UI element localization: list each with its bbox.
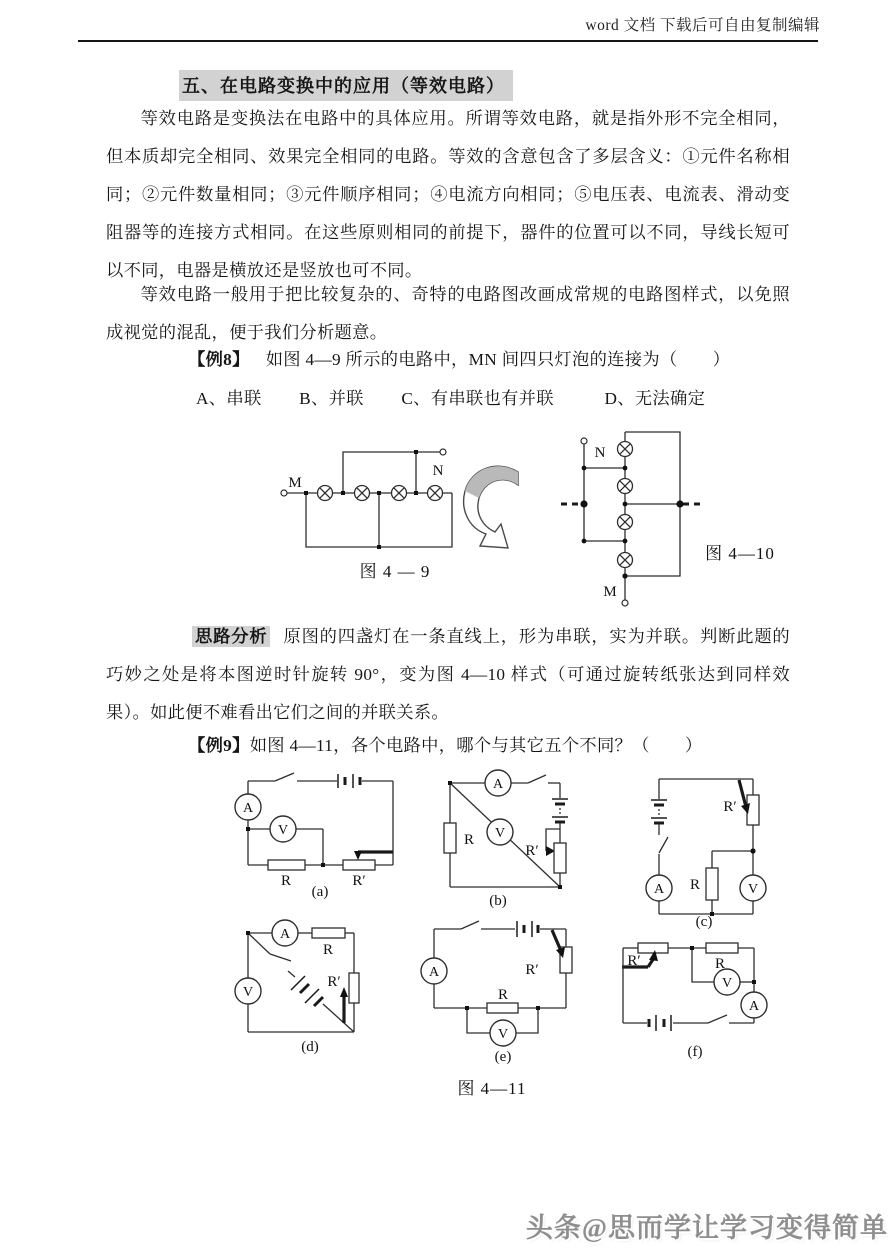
fig410-caption: 图 4—10 [705,544,775,563]
lamp-icon [618,553,633,568]
label-Rp: R′ [627,953,641,969]
circuit-a [235,773,393,900]
lamp-icon [355,486,370,501]
ammeter-icon [235,794,261,820]
label-M: M [288,475,302,491]
voltmeter-icon [714,969,740,995]
label-Rp: R′ [327,974,341,990]
svg-text:V: V [747,882,759,897]
label-Rp: R′ [723,799,737,815]
analysis-text: 原图的四盏灯在一条直线上，形为串联，实为并联。判断此题的巧妙之处是将本图逆时针旋转 90°，变为图 4—10 样式（可通过旋转纸张达到同样效果）。如此便不难看出它们之间的并联关系。 [106,627,791,722]
figure-4-9-and-4-10 [265,425,790,615]
label-Rp: R′ [352,873,366,889]
svg-text:A: A [242,801,254,816]
voltmeter-icon [235,978,261,1004]
label-R: R [714,956,726,972]
svg-text:V: V [277,823,289,838]
section-title: 五、在电路变换中的应用（等效电路） [179,70,513,101]
circuit-fig49 [281,449,452,581]
ammeter-icon [646,875,672,901]
label-M: M [603,584,617,600]
svg-text:V: V [721,976,733,991]
page-header-text: word 文档 下载后可自由复制编辑 [585,17,820,34]
circuit-e [421,921,572,1065]
example9-question [106,727,790,765]
svg-text:A: A [428,965,440,980]
label-Rp: R′ [525,962,539,978]
option-b: B、并联 [299,389,364,408]
example8-options [106,380,880,418]
label-Rp: R′ [525,843,539,859]
svg-text:A: A [653,882,665,897]
circuit-d [235,920,359,1055]
label-R: R [322,942,334,958]
terminal-N [440,449,446,455]
terminal-M [622,600,628,606]
label-R: R [689,877,700,893]
label-c: (c) [695,914,713,930]
lamp-icon [618,515,633,530]
paragraph-usage: 等效电路一般用于把比较复杂的、奇特的电路图改画成常规的电路图样式，以免照成视觉的混乱，便于我们分析题意。 [106,285,790,342]
example8-text: 如图 4—9 所示的电路中，MN 间四只灯泡的连接为（ ） [265,350,731,369]
lamp-icon [392,486,407,501]
terminal-M [281,490,287,496]
rotate-arrow-icon [464,466,518,548]
option-d: D、无法确定 [604,389,706,408]
terminal-N [581,438,587,444]
ammeter-icon [741,992,767,1018]
svg-text:A: A [748,999,760,1014]
option-a: A、串联 [196,389,262,408]
label-R: R [497,987,509,1003]
option-c: C、有串联也有并联 [401,389,554,408]
voltmeter-icon [270,816,296,842]
svg-text:V: V [494,826,506,841]
example8-tag: 【例8】 [188,350,250,369]
watermark-text: 头条@思而学让学习变得简单 [525,1213,888,1243]
circuit-f [622,943,767,1060]
label-R: R [464,832,475,848]
circuit-fig410 [561,432,775,606]
example8-question [106,341,790,379]
fig49-caption: 图 4 — 9 [359,562,431,581]
voltmeter-icon [487,819,513,845]
circuit-c [646,779,766,930]
paragraph-intro: 等效电路是变换法在电路中的具体应用。所谓等效电路，就是指外形不完全相同，但本质却完全相同、效果完全相同的电路。等效的含意包含了多层含义：①元件名称相同；②元件数量相同；③元件顺序相同；④电流方向相同；⑤电压表、电流表、滑动变阻器等的连接方式相同。在这些原则相同的前提下，器件的位置可以不同，导线长短可以不同，电器是横放还是竖放也可不同。 [106,109,790,280]
label-e: (e) [494,1049,512,1065]
voltmeter-icon [740,875,766,901]
analysis-tag: 思路分析 [192,626,270,647]
svg-text:V: V [497,1027,509,1042]
ammeter-icon [272,920,298,946]
lamp-icon [618,479,633,494]
label-R: R [280,873,292,889]
label-a: (a) [311,884,329,900]
circuit-b [444,770,568,909]
figure-4-11 [190,765,810,1110]
svg-text:A: A [279,927,291,942]
example9-tag: 【例9】 [188,736,250,755]
label-d: (d) [301,1039,319,1055]
label-f: (f) [687,1044,703,1060]
label-N: N [432,463,444,479]
svg-text:V: V [242,985,254,1000]
lamp-icon [318,486,333,501]
lamp-icon [618,442,633,457]
label-b: (b) [489,893,507,909]
lamp-icon [428,486,443,501]
voltmeter-icon [490,1020,516,1046]
analysis-paragraph [106,618,790,732]
svg-text:A: A [492,777,504,792]
example9-text: 如图 4—11，各个电路中，哪个与其它五个不同？（ ） [249,736,703,755]
fig411-caption: 图 4—11 [457,1079,527,1098]
ammeter-icon [485,770,511,796]
header-divider [78,40,818,42]
label-N: N [594,445,606,461]
ammeter-icon [421,958,447,984]
